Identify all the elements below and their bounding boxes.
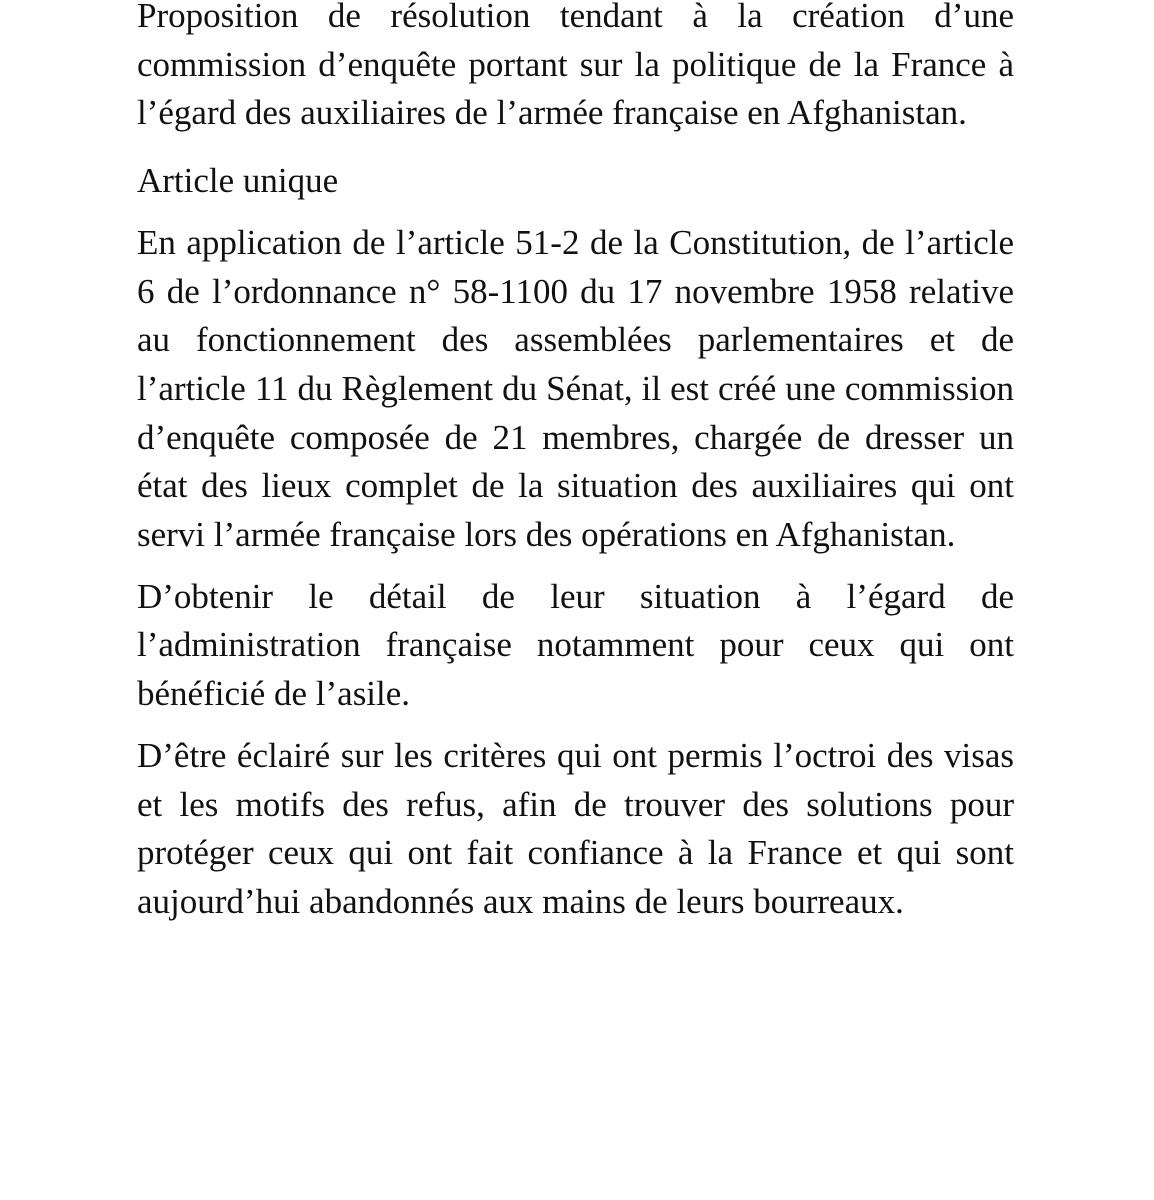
- document-page: [137, 0, 1014, 927]
- paragraph-application: En application de l’article 51-2 de la Constitution, de l’article 6 de l’ordonnance n° 58-1100 du 17 novembre 1958 relative au fonctionnement des assemblées parlementaires et de l’article 11 du Règlement du Sénat, il est créé une commission d’enquête composée de 21 membres, chargée de dresser un état des lieux complet de la situation des auxiliaires qui ont servi l’armée française lors des opérations en Afghanistan.: [137, 222, 1014, 555]
- resolution-title: Proposition de résolution tendant à la création d’une commission d’enquête portant sur la politique de la France à l’égard des auxiliaires de l’armée française en Afghanistan.: [137, 0, 1014, 133]
- paragraph-situation: D’obtenir le détail de leur situation à l’égard de l’administration française notamment pour ceux qui ont bénéficié de l’asile.: [137, 576, 1014, 714]
- article-heading: Article unique: [137, 161, 339, 201]
- paragraph-visas: D’être éclairé sur les critères qui ont permis l’octroi des visas et les motifs des refus, afin de trouver des solutions pour protéger ceux qui ont fait confiance à la France et qui sont aujourd’hui abandonnés aux mains de leurs bourreaux.: [137, 735, 1014, 921]
